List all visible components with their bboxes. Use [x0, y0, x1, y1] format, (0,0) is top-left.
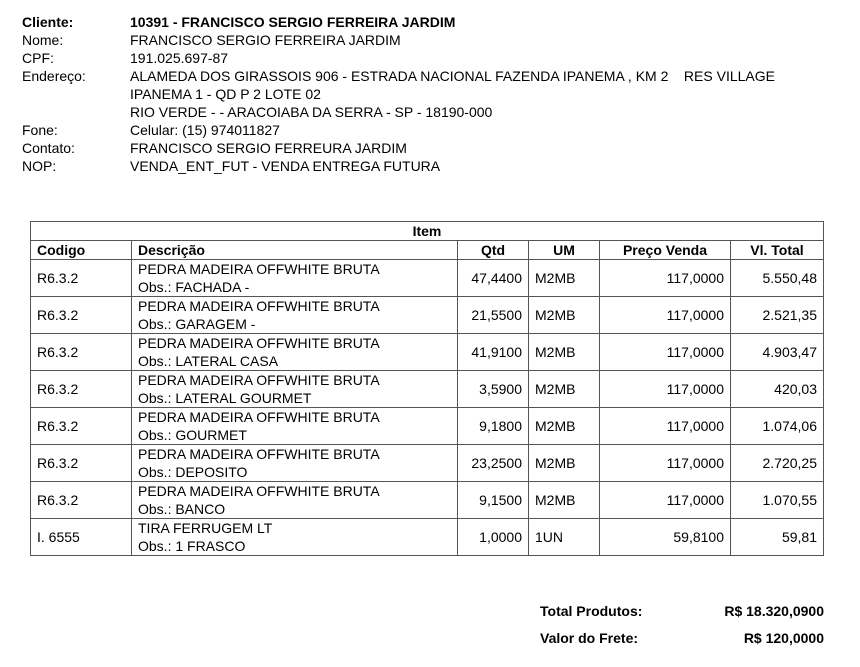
item-obs: Obs.: 1 FRASCO	[138, 538, 246, 554]
nome-row	[22, 31, 842, 49]
valor-frete-value: R$ 120,0000	[743, 630, 824, 646]
item-description: TIRA FERRUGEM LT	[138, 520, 273, 536]
cell-um: M2MB	[529, 334, 600, 371]
total-produtos-label: Total Produtos:	[540, 603, 643, 619]
cell-codigo: R6.3.2	[31, 408, 132, 445]
item-description: PEDRA MADEIRA OFFWHITE BRUTA	[138, 261, 380, 277]
item-description: PEDRA MADEIRA OFFWHITE BRUTA	[138, 335, 380, 351]
endereco-value	[130, 67, 775, 121]
cell-qtd: 47,4400	[458, 260, 529, 297]
cell-preco: 117,0000	[600, 297, 731, 334]
endereco-row	[22, 67, 842, 121]
cell-total: 420,03	[731, 371, 824, 408]
valor-frete-row	[540, 629, 830, 656]
nop-row	[22, 157, 842, 175]
cell-um: M2MB	[529, 445, 600, 482]
cliente-row	[22, 13, 842, 31]
valor-frete-label: Valor do Frete:	[540, 630, 639, 646]
cell-descricao	[132, 334, 458, 371]
cell-descricao	[132, 297, 458, 334]
endereco-label: Endereço:	[22, 68, 86, 84]
cell-total: 1.074,06	[731, 408, 824, 445]
item-description: PEDRA MADEIRA OFFWHITE BRUTA	[138, 372, 380, 388]
cell-total: 59,81	[731, 519, 824, 556]
fone-label: Fone:	[22, 122, 58, 138]
table-row	[31, 297, 824, 334]
table-row	[31, 260, 824, 297]
cell-qtd: 1,0000	[458, 519, 529, 556]
cliente-value: 10391 - FRANCISCO SERGIO FERREIRA JARDIM	[130, 14, 456, 30]
totals-section	[540, 602, 830, 656]
nop-label: NOP:	[22, 158, 57, 174]
cell-descricao	[132, 408, 458, 445]
cell-preco: 117,0000	[600, 371, 731, 408]
endereco-line-3: RIO VERDE - - ARACOIABA DA SERRA - SP - 18190-000	[130, 104, 493, 120]
cell-descricao	[132, 445, 458, 482]
cell-um: 1UN	[529, 519, 600, 556]
cell-qtd: 9,1800	[458, 408, 529, 445]
item-obs: Obs.: LATERAL GOURMET	[138, 390, 312, 406]
items-table	[30, 221, 824, 556]
cell-preco: 117,0000	[600, 260, 731, 297]
table-row	[31, 482, 824, 519]
cell-um: M2MB	[529, 408, 600, 445]
cell-preco: 117,0000	[600, 445, 731, 482]
total-produtos-value: R$ 18.320,0900	[724, 603, 824, 619]
cell-qtd: 3,5900	[458, 371, 529, 408]
cell-total: 5.550,48	[731, 260, 824, 297]
table-row	[31, 445, 824, 482]
contato-value: FRANCISCO SERGIO FERREURA JARDIM	[130, 140, 407, 156]
fone-row	[22, 121, 842, 139]
item-obs: Obs.: BANCO	[138, 501, 226, 517]
cpf-label: CPF:	[22, 50, 54, 66]
header-preco-venda: Preço Venda	[600, 241, 731, 260]
item-obs: Obs.: GOURMET	[138, 427, 247, 443]
cell-codigo: R6.3.2	[31, 371, 132, 408]
header-um: UM	[529, 241, 600, 260]
fone-value: Celular: (15) 974011827	[130, 122, 280, 138]
header-qtd: Qtd	[458, 241, 529, 260]
client-info	[22, 13, 842, 175]
table-row	[31, 519, 824, 556]
endereco-line-2: IPANEMA 1 - QD P 2 LOTE 02	[130, 86, 321, 102]
contato-label: Contato:	[22, 140, 75, 156]
nome-value: FRANCISCO SERGIO FERREIRA JARDIM	[130, 32, 401, 48]
cell-codigo: R6.3.2	[31, 445, 132, 482]
cell-codigo: R6.3.2	[31, 260, 132, 297]
total-produtos-row	[540, 602, 830, 629]
cell-codigo: R6.3.2	[31, 334, 132, 371]
nome-label: Nome:	[22, 32, 64, 48]
item-obs: Obs.: GARAGEM -	[138, 316, 256, 332]
cell-qtd: 23,2500	[458, 445, 529, 482]
cell-um: M2MB	[529, 371, 600, 408]
endereco-line-1: ALAMEDA DOS GIRASSOIS 906 - ESTRADA NACIONAL FAZENDA IPANEMA , KM 2 RES VILLAGE	[130, 68, 775, 84]
header-vl-total: Vl. Total	[731, 241, 824, 260]
item-description: PEDRA MADEIRA OFFWHITE BRUTA	[138, 446, 380, 462]
table-title: Item	[31, 222, 824, 241]
cell-codigo: R6.3.2	[31, 297, 132, 334]
cell-qtd: 9,1500	[458, 482, 529, 519]
table-row	[31, 408, 824, 445]
item-description: PEDRA MADEIRA OFFWHITE BRUTA	[138, 298, 380, 314]
cell-um: M2MB	[529, 297, 600, 334]
nop-value: VENDA_ENT_FUT - VENDA ENTREGA FUTURA	[130, 158, 441, 174]
cell-codigo: R6.3.2	[31, 482, 132, 519]
cell-total: 4.903,47	[731, 334, 824, 371]
cell-total: 2.521,35	[731, 297, 824, 334]
contato-row	[22, 139, 842, 157]
item-description: PEDRA MADEIRA OFFWHITE BRUTA	[138, 409, 380, 425]
cell-total: 1.070,55	[731, 482, 824, 519]
item-description: PEDRA MADEIRA OFFWHITE BRUTA	[138, 483, 380, 499]
cell-preco: 117,0000	[600, 408, 731, 445]
item-obs: Obs.: LATERAL CASA	[138, 353, 279, 369]
cell-descricao	[132, 260, 458, 297]
table-row	[31, 334, 824, 371]
cpf-value: 191.025.697-87	[130, 50, 229, 66]
cell-descricao	[132, 371, 458, 408]
cpf-row	[22, 49, 842, 67]
cliente-label: Cliente:	[22, 14, 74, 30]
cell-qtd: 41,9100	[458, 334, 529, 371]
header-descricao: Descrição	[132, 241, 458, 260]
cell-preco: 117,0000	[600, 334, 731, 371]
cell-um: M2MB	[529, 482, 600, 519]
cell-descricao	[132, 482, 458, 519]
cell-qtd: 21,5500	[458, 297, 529, 334]
item-obs: Obs.: DEPOSITO	[138, 464, 248, 480]
cell-preco: 117,0000	[600, 482, 731, 519]
cell-descricao	[132, 519, 458, 556]
item-obs: Obs.: FACHADA -	[138, 279, 250, 295]
cell-codigo: I. 6555	[31, 519, 132, 556]
table-row	[31, 371, 824, 408]
cell-um: M2MB	[529, 260, 600, 297]
cell-preco: 59,8100	[600, 519, 731, 556]
cell-total: 2.720,25	[731, 445, 824, 482]
header-codigo: Codigo	[31, 241, 132, 260]
